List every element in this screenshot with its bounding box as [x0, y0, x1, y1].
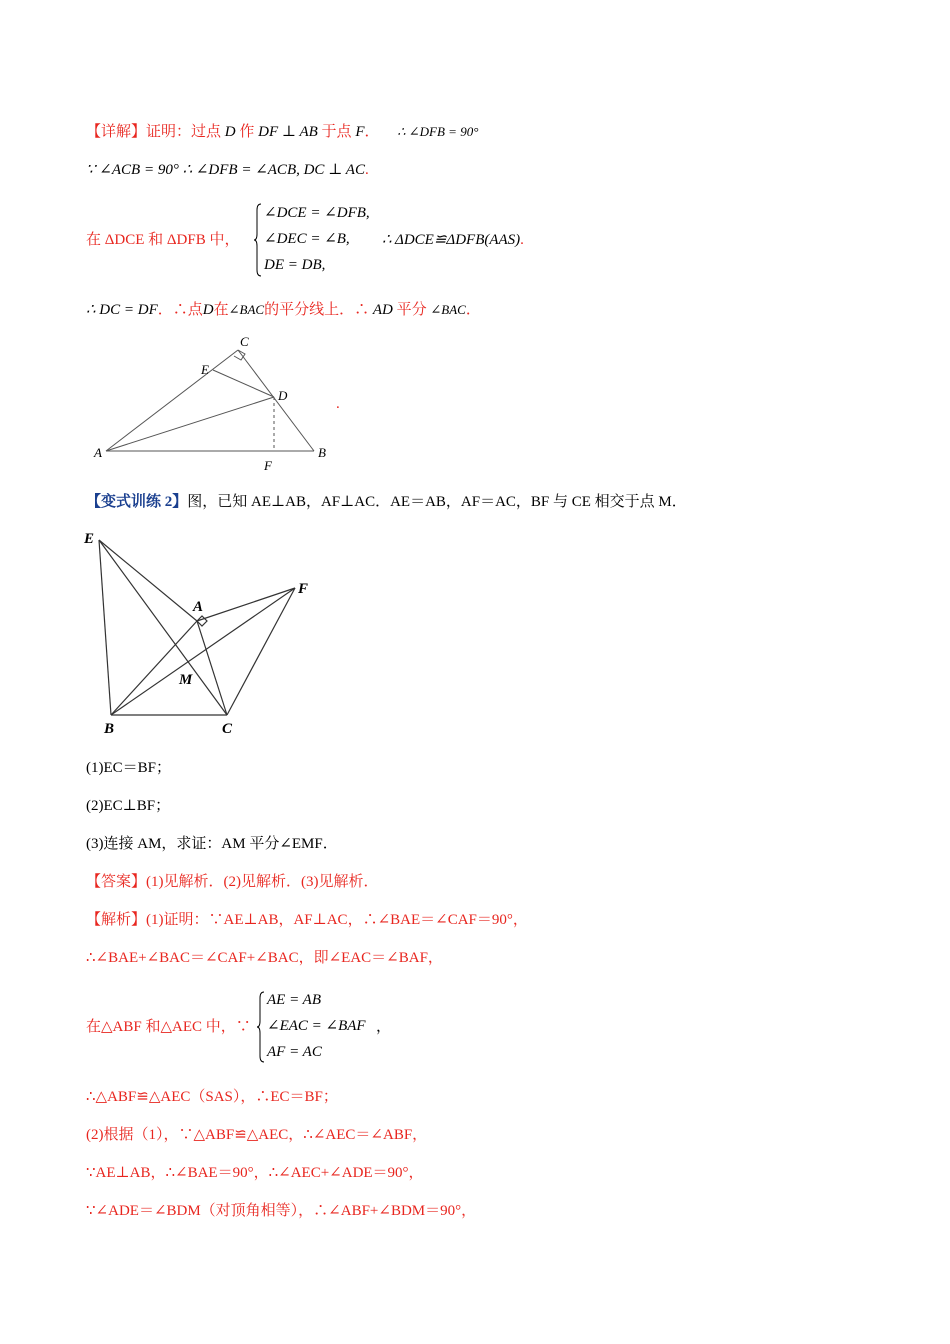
analysis-line-2: ∴∠BAE+∠BAC＝∠CAF+∠BAC，即∠EAC＝∠BAF，	[86, 950, 443, 966]
segment-ec	[99, 540, 227, 715]
label-b: B	[318, 445, 326, 460]
label-a: A	[193, 599, 204, 615]
answer-label: 【答案】	[86, 874, 147, 890]
analysis-line-1: 【解析】(1)证明：∵AE⊥AB，AF⊥AC，∴∠BAE＝∠CAF＝90°，	[86, 912, 528, 928]
analysis-label: 【解析】	[86, 912, 147, 928]
proof-line-4: ∴ DC = DF．∴点D在∠BAC的平分线上．∴ AD 平分 ∠BAC．	[86, 302, 481, 318]
analysis-line-3-prefix: 在△ABF 和△AEC 中，∵	[86, 1019, 251, 1035]
label-d: D	[278, 388, 288, 403]
analysis-line-7: ∵∠ADE＝∠BDM（对顶角相等），∴∠ABF+∠BDM＝90°，	[86, 1203, 477, 1219]
label-c: C	[222, 721, 233, 737]
proof-line-3-conclusion: ∴ ΔDCE≌ΔDFB(AAS).	[382, 232, 524, 248]
proof-line-1: 【详解】证明：过点 D 作 DF ⊥ AB 于点 F． ∴ ∠DFB = 90°	[86, 124, 479, 140]
label-e: E	[84, 531, 95, 547]
segment-ba	[111, 621, 197, 715]
figure1-trailing-dot: .	[336, 396, 340, 412]
segment-ac	[197, 621, 227, 715]
segment-ed	[213, 370, 274, 397]
question-2: (2)EC⊥BF；	[86, 798, 171, 814]
label-f: F	[298, 581, 309, 597]
segment-ad	[106, 397, 274, 451]
label-a: A	[94, 445, 102, 460]
figure-squares-construction	[80, 525, 330, 740]
left-brace-icon	[254, 202, 262, 278]
label-f: F	[264, 458, 272, 473]
variant-training-2-title: 【变式训练 2】图，已知 AE⊥AB，AF⊥AC．AE＝AB，AF＝AC，BF 与 CE 相交于点 M．	[86, 494, 687, 510]
label-b: B	[104, 721, 115, 737]
segment-ea	[99, 540, 197, 621]
segment-ac	[106, 350, 238, 451]
congruence-system-1: ∠DCE = ∠DFB, ∠DEC = ∠B, DE = DB,	[254, 202, 364, 278]
question-3: (3)连接 AM，求证：AM 平分∠EMF．	[86, 836, 338, 852]
detail-label: 【详解】	[86, 124, 147, 140]
analysis-line-4: ∴△ABF≌△AEC（SAS），∴EC＝BF；	[86, 1089, 338, 1105]
label-m: M	[179, 672, 193, 688]
figure-triangle-abc	[86, 330, 356, 480]
analysis-line-3-suffix: ，	[376, 1019, 392, 1035]
proof-line-2: ∵ ∠ACB = 90° ∴ ∠DFB = ∠ACB, DC ⊥ AC.	[86, 162, 369, 178]
answer-line: 【答案】(1)见解析．(2)见解析．(3)见解析．	[86, 874, 379, 890]
segment-eb	[99, 540, 111, 715]
left-brace-icon	[257, 990, 265, 1064]
segment-cb	[238, 350, 314, 451]
analysis-line-6: ∵AE⊥AB，∴∠BAE＝90°，∴∠AEC+∠ADE＝90°，	[86, 1165, 424, 1181]
congruence-system-2: AE = AB ∠EAC = ∠BAF AF = AC	[257, 990, 387, 1064]
proof-line-3-prefix: 在 ΔDCE 和 ΔDFB 中，	[86, 232, 240, 248]
question-1: (1)EC＝BF；	[86, 760, 172, 776]
label-e: E	[201, 362, 209, 377]
analysis-line-5: (2)根据（1），∵△ABF≌△AEC，∴∠AEC＝∠ABF，	[86, 1127, 428, 1143]
label-c: C	[240, 334, 249, 349]
variant-training-label: 【变式训练 2】	[86, 494, 188, 510]
